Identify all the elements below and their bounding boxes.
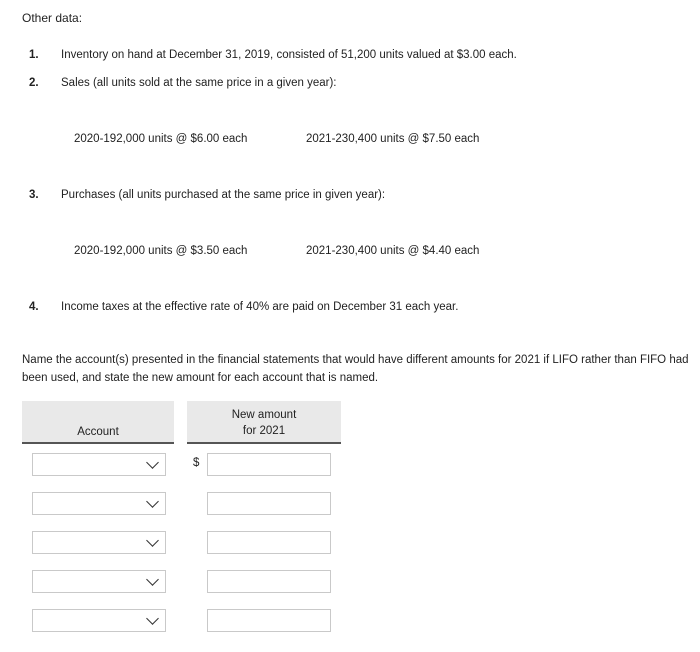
- item-number-1: 1.: [29, 49, 39, 61]
- currency-symbol: $: [193, 457, 200, 469]
- chevron-down-icon: [146, 456, 159, 469]
- amount-input-3[interactable]: [207, 531, 331, 554]
- sales-2020: 2020-192,000 units @ $6.00 each: [74, 133, 248, 145]
- sales-2021: 2021-230,400 units @ $7.50 each: [306, 133, 480, 145]
- new-amount-header-line2: for 2021: [242, 425, 286, 437]
- item-text-2: Sales (all units sold at the same price in a given year):: [61, 77, 337, 89]
- account-header-label: Account: [77, 426, 119, 438]
- item-number-3: 3.: [29, 189, 39, 201]
- chevron-down-icon: [146, 612, 159, 625]
- new-amount-column-header: [187, 401, 341, 444]
- account-select-4[interactable]: [32, 570, 166, 593]
- section-heading: Other data:: [22, 11, 83, 25]
- account-column-header: [22, 401, 174, 444]
- item-text-1: Inventory on hand at December 31, 2019, consisted of 51,200 units valued at $3.00 each.: [61, 49, 517, 61]
- account-select-1[interactable]: [32, 453, 166, 476]
- amount-input-5[interactable]: [207, 609, 331, 632]
- item-number-4: 4.: [29, 301, 39, 313]
- item-number-2: 2.: [29, 77, 39, 89]
- purchases-2020: 2020-192,000 units @ $3.50 each: [74, 245, 248, 257]
- account-select-5[interactable]: [32, 609, 166, 632]
- new-amount-header-line1: New amount: [231, 409, 297, 421]
- account-select-3[interactable]: [32, 531, 166, 554]
- amount-input-1[interactable]: [207, 453, 331, 476]
- amount-input-4[interactable]: [207, 570, 331, 593]
- account-select-2[interactable]: [32, 492, 166, 515]
- item-text-3: Purchases (all units purchased at the same price in given year):: [61, 189, 386, 201]
- chevron-down-icon: [146, 534, 159, 547]
- purchases-2021: 2021-230,400 units @ $4.40 each: [306, 245, 480, 257]
- amount-input-2[interactable]: [207, 492, 331, 515]
- item-text-4: Income taxes at the effective rate of 40% are paid on December 31 each year.: [61, 301, 459, 313]
- chevron-down-icon: [146, 495, 159, 508]
- question-text: Name the account(s) presented in the financial statements that would have different amounts for 2021 if LIFO rather than FIFO had been used, and state the new amount for each account that is named.: [22, 354, 689, 384]
- chevron-down-icon: [146, 573, 159, 586]
